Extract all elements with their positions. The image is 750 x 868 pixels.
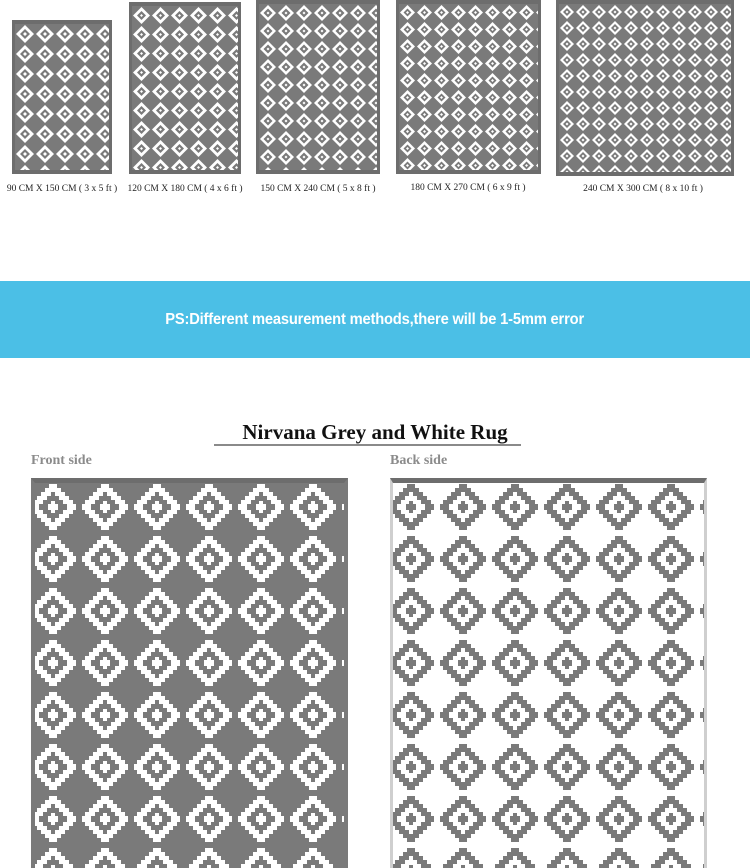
back-side-label: Back side (390, 453, 448, 468)
measurement-note-text: PS:Different measurement methods,there will be 1-5mm error (165, 310, 585, 328)
size-label-8x10: 240 CM X 300 CM ( 8 x 10 ft ) (583, 184, 703, 194)
product-title: Nirvana Grey and White Rug (242, 420, 508, 444)
front-side-label: Front side (31, 453, 92, 468)
title-underline (214, 444, 521, 446)
size-label-6x9: 180 CM X 270 CM ( 6 x 9 ft ) (410, 183, 526, 193)
size-label-4x6: 120 CM X 180 CM ( 4 x 6 ft ) (127, 184, 243, 194)
rug-size-5x8-image (256, 0, 380, 174)
rug-size-3x5-image (12, 20, 112, 174)
rug-size-6x9-image (396, 0, 541, 174)
size-label-5x8: 150 CM X 240 CM ( 5 x 8 ft ) (260, 184, 376, 194)
front-side-rug-image (31, 478, 348, 868)
size-comparison-section (0, 0, 750, 240)
size-label-3x5: 90 CM X 150 CM ( 3 x 5 ft ) (6, 184, 118, 194)
back-side-rug-image (390, 478, 707, 868)
measurement-note-banner (0, 281, 750, 358)
rug-size-4x6-image (129, 2, 241, 174)
rug-size-8x10-image (556, 0, 734, 176)
